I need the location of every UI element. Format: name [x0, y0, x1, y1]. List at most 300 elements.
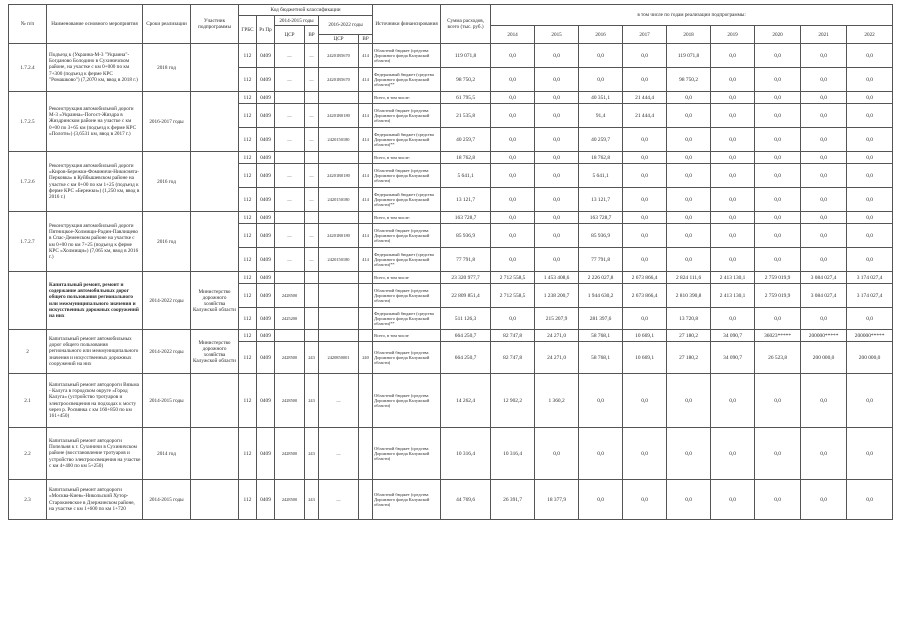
table-row	[9, 92, 893, 104]
cell-csr-b: 24201R5670	[319, 44, 359, 68]
cell-total: 10 316,4	[441, 428, 491, 480]
cell-year-value: 0,0	[667, 212, 711, 224]
cell-year-value: 200 000,0	[801, 342, 847, 374]
cell-rzpr: 0409	[257, 284, 275, 308]
cell-csr-a: —	[275, 224, 305, 248]
cell-year-value: 0,0	[667, 248, 711, 272]
cell-source: Всего, в том числе	[373, 330, 441, 342]
col-csr-b: ЦСР	[319, 35, 359, 44]
cell-rzpr: 0409	[257, 330, 275, 342]
cell-year-value: 0,0	[711, 374, 755, 428]
cell-year-value: 77 791,8	[579, 248, 623, 272]
cell-year-value: 85 936,9	[579, 224, 623, 248]
cell-csr-b: 2420150180	[319, 248, 359, 272]
cell-vr-a: —	[305, 248, 319, 272]
cell-total: 664 250,7	[441, 342, 491, 374]
row-number: 2.1	[9, 374, 47, 428]
cell-year-value: 0,0	[755, 374, 801, 428]
table-row	[9, 374, 893, 428]
cell-year-value: 0,0	[847, 480, 893, 520]
cell-rzpr: 0409	[257, 68, 275, 92]
cell-total: 77 791,8	[441, 248, 491, 272]
cell-vr-b	[359, 374, 373, 428]
row-name: Капитальный ремонт автодороги «Москва-Киев»-Никольский Хутор-Старокиевское в Дзержинском районе, на участке с км 1+600 по км 1+720	[47, 480, 143, 520]
cell-year-value: 3 084 027,4	[801, 284, 847, 308]
cell-year-value: 0,0	[711, 188, 755, 212]
cell-year-value: 2 759 019,9	[755, 284, 801, 308]
cell-year-value: 91,4	[579, 104, 623, 128]
cell-csr-b: 24201R5670	[319, 68, 359, 92]
cell-vr-a	[305, 212, 319, 224]
cell-csr-a	[275, 330, 305, 342]
cell-source: Областной бюджет (средства Дорожного фонда Калужской области)	[373, 428, 441, 480]
cell-year-value: 0,0	[711, 308, 755, 330]
row-period: 2018 год	[143, 44, 191, 92]
row-period: 2014-2022 годы	[143, 272, 191, 330]
cell-total: 40 259,7	[441, 128, 491, 152]
cell-year-value: 0,0	[847, 428, 893, 480]
col-year: 2021	[801, 26, 847, 44]
cell-year-value: 0,0	[667, 164, 711, 188]
cell-year-value: 1 238 200,7	[535, 284, 579, 308]
cell-vr-b	[359, 272, 373, 284]
col-year: 2017	[623, 26, 667, 44]
cell-year-value: 40 259,7	[579, 128, 623, 152]
cell-year-value: 0,0	[847, 248, 893, 272]
table-row	[9, 44, 893, 68]
cell-year-value: 2 712 558,5	[491, 284, 535, 308]
cell-year-value: 0,0	[801, 152, 847, 164]
cell-grbs: 112	[239, 308, 257, 330]
cell-year-value: 0,0	[711, 428, 755, 480]
table-row	[9, 330, 893, 342]
cell-year-value: 0,0	[667, 374, 711, 428]
cell-year-value: 0,0	[711, 248, 755, 272]
cell-total: 664 250,7	[441, 330, 491, 342]
cell-grbs: 112	[239, 164, 257, 188]
cell-year-value: 0,0	[579, 428, 623, 480]
col-year: 2019	[711, 26, 755, 44]
row-number: 1.7.2.4	[9, 44, 47, 92]
cell-year-value: 2 673 866,4	[623, 284, 667, 308]
cell-csr-b: 2420850001	[319, 342, 359, 374]
cell-year-value: 0,0	[711, 44, 755, 68]
col-years-b: 2016-2022 годы	[319, 16, 373, 35]
cell-source: Всего, в том числе	[373, 272, 441, 284]
cell-source: Федеральный бюджет (средства Дорожного фонда Калужской области)**	[373, 128, 441, 152]
row-number: 2	[9, 330, 47, 374]
cell-year-value: 0,0	[579, 374, 623, 428]
cell-year-value: 0,0	[667, 152, 711, 164]
cell-year-value: 0,0	[535, 44, 579, 68]
cell-grbs: 112	[239, 248, 257, 272]
cell-year-value: 0,0	[847, 212, 893, 224]
cell-year-value: 98 750,2	[667, 68, 711, 92]
cell-year-value: 0,0	[755, 68, 801, 92]
cell-grbs: 112	[239, 272, 257, 284]
col-csr-a: ЦСР	[275, 26, 305, 44]
cell-total: 18 762,8	[441, 152, 491, 164]
row-number: 1.7.2.7	[9, 212, 47, 272]
cell-source: Всего, в том числе:	[373, 152, 441, 164]
cell-year-value: 0,0	[801, 68, 847, 92]
cell-vr-b: 414	[359, 164, 373, 188]
cell-year-value: 0,0	[535, 104, 579, 128]
col-vr-a: ВР	[305, 26, 319, 44]
cell-grbs: 112	[239, 128, 257, 152]
row-name: Капитальный ремонт автомобильных дорог общего пользования регионального или межмуниципального значения и искусственных дорожных сооружений на них	[47, 330, 143, 374]
cell-grbs: 112	[239, 44, 257, 68]
row-period: 2014 год	[143, 428, 191, 480]
cell-year-value: 1 944 630,2	[579, 284, 623, 308]
cell-year-value: 2 413 130,1	[711, 284, 755, 308]
cell-csr-a: —	[275, 68, 305, 92]
document-page	[8, 4, 892, 634]
row-name: Реконструкция автомобильной дороги «Киров-Бережки-Фоминичи-Никиснята-Перковка» в Куйбышевском районе на участке с км 0+00 по км 1+25 (подъезд к ферме КРС «Бережки») (1,250 км, ввод в 2016 г.)	[47, 152, 143, 212]
cell-year-value: 3 174 027,4	[847, 272, 893, 284]
cell-vr-a: 243	[305, 342, 319, 374]
cell-source: Областной бюджет (средства Дорожного фонда Калужской области)	[373, 374, 441, 428]
cell-source: Федеральный бюджет (средства Дорожного фонда Калужской области)**	[373, 188, 441, 212]
cell-year-value: 34 090,7	[711, 342, 755, 374]
cell-source: Областной бюджет (средства Дорожного фонда Калужской области)	[373, 44, 441, 68]
cell-rzpr: 0409	[257, 224, 275, 248]
cell-year-value: 0,0	[491, 188, 535, 212]
cell-csr-b	[319, 308, 359, 330]
row-participant	[191, 44, 239, 92]
cell-year-value: 0,0	[491, 224, 535, 248]
cell-rzpr: 0409	[257, 44, 275, 68]
cell-vr-b: 414	[359, 224, 373, 248]
cell-year-value: 0,0	[491, 164, 535, 188]
cell-year-value: 58 768,1	[579, 330, 623, 342]
cell-csr-b: 24201R0180	[319, 224, 359, 248]
cell-year-value: 215 207,9	[535, 308, 579, 330]
cell-csr-b: 24201R0180	[319, 104, 359, 128]
cell-rzpr: 0409	[257, 308, 275, 330]
cell-year-value: 0,0	[667, 128, 711, 152]
cell-vr-a	[305, 92, 319, 104]
cell-year-value: 26 523,8	[755, 342, 801, 374]
table-row	[9, 152, 893, 164]
row-name: Реконструкция автомобильной дороги М-3 «Украина»-Погост-Жиздра в Жиздринском районе на участке с км 0+00 по 3+65 км (подъезд к ферме КРС «Полоти») (3,6531 км, ввод в 2017 г.)	[47, 92, 143, 152]
cell-csr-a	[275, 272, 305, 284]
row-number: 2.2	[9, 428, 47, 480]
cell-vr-a: 243	[305, 428, 319, 480]
cell-rzpr: 0409	[257, 188, 275, 212]
cell-source: Федеральный бюджет (средства Дорожного фонда Калужской области)**	[373, 68, 441, 92]
cell-source: Областной бюджет (средства Дорожного фонда Калужской области)	[373, 342, 441, 374]
cell-year-value: 0,0	[801, 428, 847, 480]
cell-year-value: 18 762,8	[579, 152, 623, 164]
cell-year-value: 0,0	[755, 308, 801, 330]
cell-vr-a: 243	[305, 374, 319, 428]
cell-year-value: 0,0	[801, 374, 847, 428]
col-grbs: ГРБС	[239, 16, 257, 44]
cell-rzpr: 0409	[257, 212, 275, 224]
cell-year-value: 0,0	[491, 68, 535, 92]
cell-year-value: 0,0	[801, 248, 847, 272]
cell-year-value: 0,0	[623, 44, 667, 68]
cell-csr-b	[319, 152, 359, 164]
cell-year-value: 0,0	[755, 188, 801, 212]
cell-year-value: 36023*****	[755, 330, 801, 342]
cell-year-value: 12 902,2	[491, 374, 535, 428]
cell-vr-b: 414	[359, 128, 373, 152]
col-year: 2016	[579, 26, 623, 44]
cell-year-value: 2 226 027,8	[579, 272, 623, 284]
cell-year-value: 0,0	[711, 212, 755, 224]
cell-vr-a: —	[305, 128, 319, 152]
cell-year-value: 0,0	[667, 480, 711, 520]
cell-vr-b	[359, 330, 373, 342]
cell-year-value: 0,0	[667, 428, 711, 480]
cell-year-value: 0,0	[667, 92, 711, 104]
cell-vr-b: 414	[359, 248, 373, 272]
cell-total: 163 728,7	[441, 212, 491, 224]
cell-year-value: 0,0	[755, 44, 801, 68]
cell-csr-b	[319, 92, 359, 104]
cell-year-value: 200 000,0	[847, 342, 893, 374]
cell-source: Всего, в том числе:	[373, 212, 441, 224]
cell-year-value: 0,0	[535, 212, 579, 224]
cell-year-value: 0,0	[847, 92, 893, 104]
table-body	[9, 44, 893, 520]
cell-year-value: 10 316,4	[491, 428, 535, 480]
col-budget-class: Код бюджетной классификации	[239, 5, 373, 16]
cell-year-value: 0,0	[623, 374, 667, 428]
col-years-a: 2014-2015 годы	[275, 16, 319, 26]
cell-rzpr: 0409	[257, 128, 275, 152]
cell-year-value: 0,0	[755, 128, 801, 152]
row-period: 2014-2015 годы	[143, 374, 191, 428]
row-name: Капитальный ремонт, ремонт и содержание автомобильных дорог общего пользования регионального или межмуниципального значения и искусственных дорожных сооружений на них	[47, 272, 143, 330]
cell-year-value: 3 084 027,4	[801, 272, 847, 284]
cell-source: Областной бюджет (средства Дорожного фонда Калужской области)	[373, 284, 441, 308]
cell-year-value: 0,0	[847, 128, 893, 152]
cell-year-value: 0,0	[755, 92, 801, 104]
cell-vr-a	[305, 330, 319, 342]
cell-csr-a: —	[275, 248, 305, 272]
cell-year-value: 0,0	[667, 104, 711, 128]
row-participant	[191, 152, 239, 212]
cell-grbs: 112	[239, 68, 257, 92]
cell-year-value: 0,0	[711, 68, 755, 92]
cell-year-value: 0,0	[801, 44, 847, 68]
row-period: 2016 год	[143, 212, 191, 272]
cell-total: 44 769,6	[441, 480, 491, 520]
cell-year-value: 0,0	[491, 104, 535, 128]
cell-csr-b: —	[319, 374, 359, 428]
col-num: № п/п	[9, 5, 47, 44]
cell-csr-b: —	[319, 480, 359, 520]
cell-csr-b: 2420150180	[319, 188, 359, 212]
cell-year-value: 2 824 111,6	[667, 272, 711, 284]
row-participant	[191, 374, 239, 428]
cell-year-value: 0,0	[623, 308, 667, 330]
cell-year-value: 27 180,2	[667, 342, 711, 374]
cell-grbs: 112	[239, 212, 257, 224]
cell-grbs: 112	[239, 152, 257, 164]
cell-year-value: 0,0	[847, 44, 893, 68]
row-participant	[191, 212, 239, 272]
cell-year-value: 0,0	[491, 92, 535, 104]
cell-year-value: 0,0	[847, 164, 893, 188]
cell-year-value: 0,0	[755, 212, 801, 224]
cell-total: 22 809 851,4	[441, 284, 491, 308]
cell-total: 23 320 977,7	[441, 272, 491, 284]
cell-rzpr: 0409	[257, 164, 275, 188]
cell-year-value: 0,0	[667, 224, 711, 248]
cell-year-value: 10 669,1	[623, 342, 667, 374]
cell-year-value: 0,0	[623, 152, 667, 164]
cell-rzpr: 0409	[257, 374, 275, 428]
cell-year-value: 0,0	[711, 128, 755, 152]
cell-csr-a: 2428500	[275, 342, 305, 374]
cell-csr-a	[275, 152, 305, 164]
cell-vr-a	[305, 152, 319, 164]
cell-csr-a: —	[275, 104, 305, 128]
cell-grbs: 112	[239, 284, 257, 308]
cell-year-value: 2 712 558,5	[491, 272, 535, 284]
cell-year-value: 2 810 390,8	[667, 284, 711, 308]
row-period: 2016-2017 годы	[143, 92, 191, 152]
row-participant	[191, 92, 239, 152]
cell-csr-a: —	[275, 44, 305, 68]
cell-vr-a: —	[305, 224, 319, 248]
table-header	[9, 5, 893, 44]
cell-year-value: 0,0	[755, 152, 801, 164]
cell-year-value: 10 669,1	[623, 330, 667, 342]
table-row	[9, 272, 893, 284]
cell-year-value: 0,0	[535, 248, 579, 272]
cell-year-value: 3 174 027,4	[847, 284, 893, 308]
cell-total: 61 795,5	[441, 92, 491, 104]
cell-year-value: 0,0	[623, 128, 667, 152]
cell-csr-a: 2425200	[275, 308, 305, 330]
cell-grbs: 112	[239, 342, 257, 374]
cell-csr-b	[319, 330, 359, 342]
cell-year-value: 0,0	[755, 248, 801, 272]
cell-year-value: 0,0	[847, 308, 893, 330]
cell-csr-b: 24201R0180	[319, 164, 359, 188]
cell-year-value: 0,0	[755, 428, 801, 480]
col-period: Сроки реализации	[143, 5, 191, 44]
cell-year-value: 24 271,0	[535, 342, 579, 374]
cell-year-value: 0,0	[755, 104, 801, 128]
cell-vr-b	[359, 284, 373, 308]
cell-year-value: 0,0	[623, 248, 667, 272]
cell-csr-a	[275, 212, 305, 224]
cell-year-value: 0,0	[711, 92, 755, 104]
cell-total: 14 262,4	[441, 374, 491, 428]
cell-year-value: 0,0	[847, 68, 893, 92]
cell-grbs: 112	[239, 330, 257, 342]
cell-year-value: 0,0	[801, 308, 847, 330]
cell-csr-a: 2428500	[275, 428, 305, 480]
cell-vr-b: 414	[359, 68, 373, 92]
cell-source: Областной бюджет (средства Дорожного фонда Калужской области)	[373, 164, 441, 188]
row-period: 2016 год	[143, 152, 191, 212]
cell-year-value: 0,0	[535, 224, 579, 248]
row-participant	[191, 480, 239, 520]
col-total: Сумма расходов, всего (тыс. руб.)	[441, 5, 491, 44]
cell-vr-b	[359, 428, 373, 480]
cell-vr-b: 414	[359, 44, 373, 68]
cell-year-value: 0,0	[801, 104, 847, 128]
cell-rzpr: 0409	[257, 152, 275, 164]
cell-rzpr: 0409	[257, 428, 275, 480]
cell-year-value: 2 413 130,1	[711, 272, 755, 284]
cell-vr-b	[359, 152, 373, 164]
cell-year-value: 0,0	[847, 104, 893, 128]
cell-total: 98 750,2	[441, 68, 491, 92]
cell-csr-b	[319, 272, 359, 284]
cell-year-value: 24 271,0	[535, 330, 579, 342]
cell-year-value: 82 747,8	[491, 342, 535, 374]
cell-year-value: 82 747,8	[491, 330, 535, 342]
cell-year-value: 0,0	[623, 480, 667, 520]
cell-year-value: 0,0	[711, 164, 755, 188]
cell-year-value: 0,0	[623, 428, 667, 480]
cell-year-value: 0,0	[801, 480, 847, 520]
cell-csr-a: 2428500	[275, 480, 305, 520]
cell-year-value: 13 121,7	[579, 188, 623, 212]
cell-vr-a	[305, 308, 319, 330]
cell-rzpr: 0409	[257, 480, 275, 520]
cell-year-value: 58 768,1	[579, 342, 623, 374]
cell-year-value: 1 453 408,6	[535, 272, 579, 284]
row-name: Реконструкция автомобильной дороги Пятницкое-Холмищи-Радин-Павлищево в Спас-Деменском районе на участке с км 0+00 по км 7+25 (подъезд к ферме КРС «Холмищи») (7,065 км, ввод в 2016 г.)	[47, 212, 143, 272]
col-year: 2015	[535, 26, 579, 44]
cell-year-value: 0,0	[667, 188, 711, 212]
cell-year-value: 5 641,1	[579, 164, 623, 188]
col-year: 2014	[491, 26, 535, 44]
cell-csr-a: 2428500	[275, 374, 305, 428]
cell-vr-a: 243	[305, 480, 319, 520]
cell-csr-a	[275, 92, 305, 104]
table-row	[9, 428, 893, 480]
program-table	[8, 4, 893, 520]
cell-csr-a: 2428500	[275, 284, 305, 308]
cell-grbs: 112	[239, 374, 257, 428]
cell-source: Всего, в том числе:	[373, 92, 441, 104]
cell-rzpr: 0409	[257, 342, 275, 374]
cell-year-value: 2 759 019,9	[755, 272, 801, 284]
row-participant	[191, 428, 239, 480]
cell-grbs: 112	[239, 224, 257, 248]
cell-source: Федеральный бюджет (средства Дорожного фонда Калужской области)**	[373, 308, 441, 330]
cell-year-value: 40 351,1	[579, 92, 623, 104]
cell-year-value: 0,0	[623, 188, 667, 212]
col-year: 2018	[667, 26, 711, 44]
cell-csr-a: —	[275, 164, 305, 188]
cell-source: Федеральный бюджет (средства Дорожного фонда Калужской области)**	[373, 248, 441, 272]
cell-year-value: 27 180,2	[667, 330, 711, 342]
cell-total: 13 121,7	[441, 188, 491, 212]
cell-year-value: 200000*****	[847, 330, 893, 342]
col-vr-b: ВР	[359, 35, 373, 44]
cell-rzpr: 0409	[257, 272, 275, 284]
cell-csr-a: —	[275, 188, 305, 212]
cell-grbs: 112	[239, 188, 257, 212]
cell-source: Областной бюджет (средства Дорожного фонда Калужской области)	[373, 224, 441, 248]
row-participant: Министерство дорожного хозяйства Калужской области	[191, 330, 239, 374]
cell-grbs: 112	[239, 92, 257, 104]
cell-year-value: 18 377,9	[535, 480, 579, 520]
cell-year-value: 21 444,4	[623, 92, 667, 104]
cell-total: 85 936,9	[441, 224, 491, 248]
